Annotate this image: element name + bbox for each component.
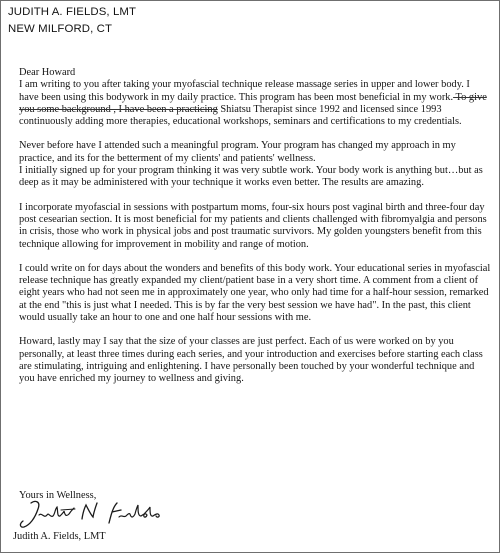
paragraph-meaningful-program: Never before have I attended such a meaningful program. Your program has changed my approach in my practice, and its for the betterment of my clients' and patients' wellness. <box>19 140 456 164</box>
letter-body <box>19 67 491 398</box>
paragraph-subtle-work: I initially signed up for your program thinking it was very subtle work. Your body work is anything but…but as deep as it may be administered with your technique it works even better. The results are amazing. <box>19 165 483 189</box>
paragraph-class-size: Howard, lastly may I say that the size of your classes are just perfect. Each of us were worked on by you personally, at least three times during each series, and your introduction and exercises before starting each class are stimulating, intriguing and enlightening. I have personally been touched by your wonderful technique and you have enriched my journey to wellness and giving. <box>19 336 483 385</box>
struck-out-text: To give you some background , I have been a practicing <box>19 91 487 115</box>
paragraph-myofascial-sessions: I incorporate myofascial in sessions with postpartum moms, four-six hours post vaginal birth and three-four day post cesearian section. It is most beneficial for my patients and clients challenged with fibromyalgia and persons in crisis, those who work in physical jobs and post traumatic survivors. My golden youngsters benefit from this technique allowing for improvement in mobility and range of motion. <box>19 201 487 250</box>
handwritten-signature <box>19 497 169 531</box>
paragraph-wonders-and-benefits: I could write on for days about the wonders and benefits of this body work. Your educational series in myofascial release technique has greatly expanded my client/patient base in a very short time. A comment from a client of eight years who had not seen me in approximately one year, who only had time for a half-hour session, remarked at the end "this is just what I needed. This is by far the very best session we have had". In the past, this client would usually take an hour to one and one half hour sessions with me. <box>19 262 491 324</box>
paragraph-background-text: I am writing to you after taking your myofascial technique release massage series in upper and lower body. I have been using this bodywork in my daily practice. This program has been most beneficial in my work. <box>19 79 470 103</box>
letterhead-name: JUDITH A. FIELDS, LMT <box>8 6 137 18</box>
letterhead-location: NEW MILFORD, CT <box>8 23 113 35</box>
letterhead <box>8 4 136 38</box>
paragraph-background-continued: Shiatsu Therapist since 1992 and licensed since 1993 continuously adding more therapies, educational workshops, seminars and certifications to my credentials. <box>19 103 462 128</box>
closing: Yours in Wellness, <box>19 490 97 501</box>
salutation: Dear Howard <box>19 67 76 78</box>
paragraph-background <box>19 79 491 128</box>
printed-name: Judith A. Fields, LMT <box>13 531 106 542</box>
